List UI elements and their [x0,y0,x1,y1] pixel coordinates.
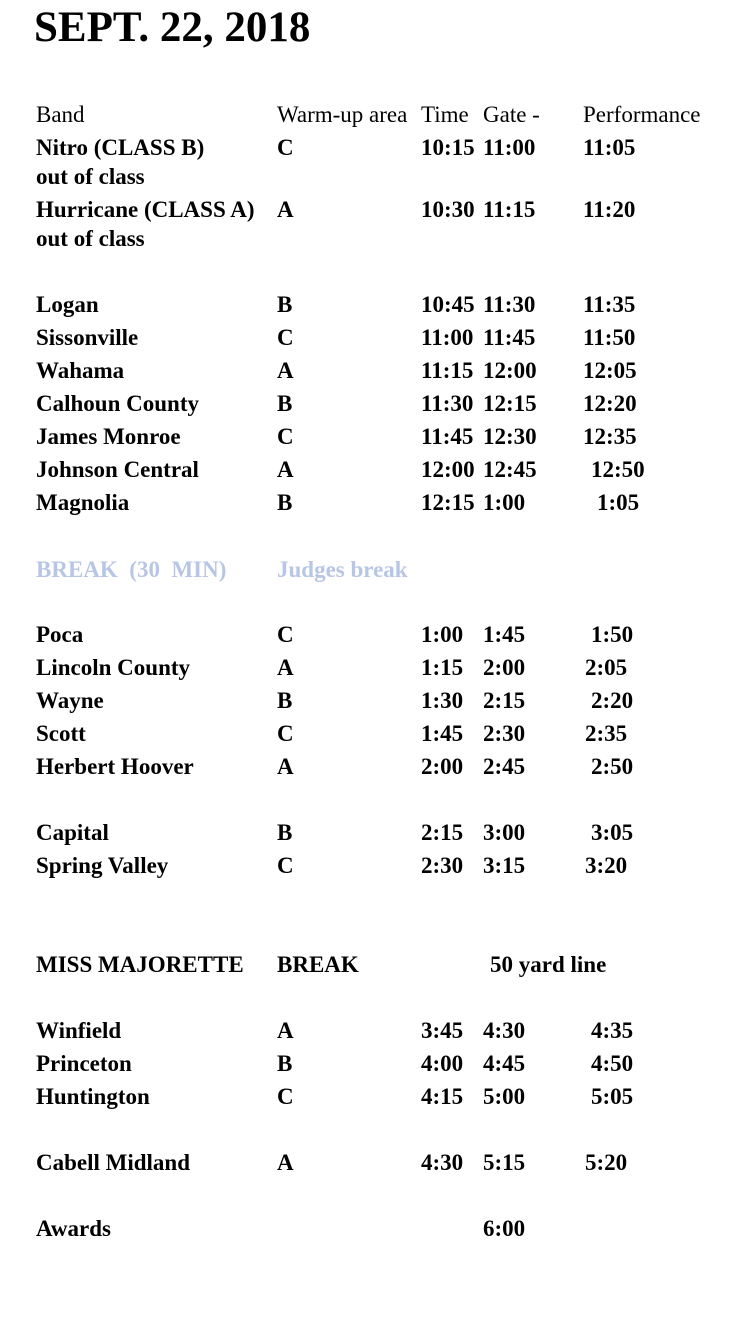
band-name: Wahama [36,358,125,383]
band-name: Sissonville [36,325,139,350]
performance-time: 4:35 [591,1018,634,1043]
break-note: Judges break [277,557,408,582]
warmup-time: 2:00 [421,754,464,779]
band-name: Scott [36,721,86,746]
warmup-time: 12:15 [421,490,475,515]
warmup-area: C [277,1084,294,1109]
gate-time: 12:30 [483,424,537,449]
gate-time: 2:15 [483,688,526,713]
band-name: Johnson Central [36,457,199,482]
warmup-area: C [277,135,294,160]
warmup-area: C [277,853,294,878]
header-gate: Gate - [483,102,540,127]
band-name: Magnolia [36,490,130,515]
gate-time: 3:15 [483,853,526,878]
warmup-time: 11:30 [421,391,474,416]
warmup-area: C [277,424,294,449]
band-name: Hurricane (CLASS A) [36,197,255,222]
performance-time: 12:35 [583,424,637,449]
warmup-area: C [277,721,294,746]
performance-time: 3:20 [585,853,628,878]
band-name: Wayne [36,688,104,713]
warmup-area: A [277,197,294,222]
performance-time: 2:05 [585,655,628,680]
performance-time: 2:50 [591,754,634,779]
header-performance: Performance [583,102,701,127]
page-title: SEPT. 22, 2018 [34,4,311,51]
performance-time: 3:05 [591,820,634,845]
table-row [0,193,750,226]
performance-time: 12:20 [583,391,637,416]
table-row [0,750,750,783]
gate-time: 11:30 [483,292,536,317]
warmup-time: 10:15 [421,135,475,160]
warmup-time: 10:30 [421,197,475,222]
table-row [0,1080,750,1113]
warmup-area: B [277,688,293,713]
warmup-time: 4:30 [421,1150,464,1175]
gate-time: 2:30 [483,721,526,746]
gate-time: 12:45 [483,457,537,482]
warmup-time: 11:15 [421,358,474,383]
gate-time: 11:15 [483,197,536,222]
warmup-area: A [277,1018,294,1043]
majorette-location: 50 yard line [490,952,607,977]
performance-time: 11:50 [583,325,636,350]
warmup-area: A [277,655,294,680]
performance-time: 11:20 [583,197,636,222]
band-name: Logan [36,292,99,317]
band-name: Princeton [36,1051,132,1076]
gate-time: 2:45 [483,754,526,779]
warmup-area: B [277,1051,293,1076]
header-time: Time [421,102,469,127]
table-row [0,618,750,651]
table-row [0,387,750,420]
band-name: Nitro (CLASS B) [36,135,205,160]
performance-time: 1:05 [597,490,640,515]
warmup-time: 1:45 [421,721,464,746]
table-row [0,288,750,321]
warmup-area: A [277,358,294,383]
warmup-time: 12:00 [421,457,475,482]
awards-label: Awards [36,1216,111,1241]
header-warmup: Warm-up area [277,102,408,127]
warmup-area: C [277,325,294,350]
table-row [0,321,750,354]
table-row [0,816,750,849]
band-name: Winfield [36,1018,122,1043]
band-name: Cabell Midland [36,1150,191,1175]
warmup-time: 1:15 [421,655,464,680]
table-row [0,1014,750,1047]
performance-time: 12:50 [591,457,645,482]
warmup-area: B [277,292,293,317]
band-name: Poca [36,622,84,647]
warmup-time: 1:00 [421,622,464,647]
table-row [0,453,750,486]
gate-time: 1:45 [483,622,526,647]
performance-time: 1:50 [591,622,634,647]
table-row [0,651,750,684]
gate-time: 11:00 [483,135,536,160]
majorette-break-row [0,948,750,981]
break-label: BREAK (30 MIN) [36,557,227,582]
gate-time: 11:45 [483,325,536,350]
performance-time: 5:05 [591,1084,634,1109]
warmup-area: A [277,754,294,779]
table-row [0,684,750,717]
warmup-time: 11:00 [421,325,474,350]
band-name: Capital [36,820,109,845]
performance-time: 11:35 [583,292,636,317]
gate-time: 4:45 [483,1051,526,1076]
warmup-area: A [277,1150,294,1175]
performance-time: 4:50 [591,1051,634,1076]
gate-time: 12:00 [483,358,537,383]
warmup-area: C [277,622,294,647]
gate-time: 5:15 [483,1150,526,1175]
gate-time: 3:00 [483,820,526,845]
gate-time: 2:00 [483,655,526,680]
table-row [0,717,750,750]
band-note: out of class [36,226,145,251]
band-name: James Monroe [36,424,181,449]
warmup-area: B [277,391,293,416]
band-name: Herbert Hoover [36,754,194,779]
warmup-area: B [277,490,293,515]
table-row [0,420,750,453]
performance-time: 2:35 [585,721,628,746]
performance-time: 5:20 [585,1150,628,1175]
table-row [0,1047,750,1080]
table-row [0,131,750,164]
band-note: out of class [36,164,145,189]
gate-time: 5:00 [483,1084,526,1109]
awards-time: 6:00 [483,1216,526,1241]
warmup-time: 3:45 [421,1018,464,1043]
awards-row [0,1212,750,1245]
band-name: Huntington [36,1084,150,1109]
table-row [0,1146,750,1179]
majorette-label: MISS MAJORETTE [36,952,244,977]
band-name: Calhoun County [36,391,199,416]
gate-time: 1:00 [483,490,526,515]
warmup-area: A [277,457,294,482]
table-row [0,354,750,387]
warmup-time: 4:00 [421,1051,464,1076]
band-name: Lincoln County [36,655,191,680]
judges-break-row [0,553,750,586]
table-header [0,98,750,131]
majorette-break-label: BREAK [277,952,359,977]
performance-time: 2:20 [591,688,634,713]
band-name: Spring Valley [36,853,169,878]
warmup-time: 10:45 [421,292,475,317]
table-row [0,486,750,519]
gate-time: 4:30 [483,1018,526,1043]
table-row [0,849,750,882]
warmup-time: 4:15 [421,1084,464,1109]
warmup-time: 11:45 [421,424,474,449]
performance-time: 12:05 [583,358,637,383]
warmup-area: B [277,820,293,845]
warmup-time: 2:30 [421,853,464,878]
warmup-time: 1:30 [421,688,464,713]
header-band: Band [36,102,85,127]
warmup-time: 2:15 [421,820,464,845]
gate-time: 12:15 [483,391,537,416]
performance-time: 11:05 [583,135,636,160]
